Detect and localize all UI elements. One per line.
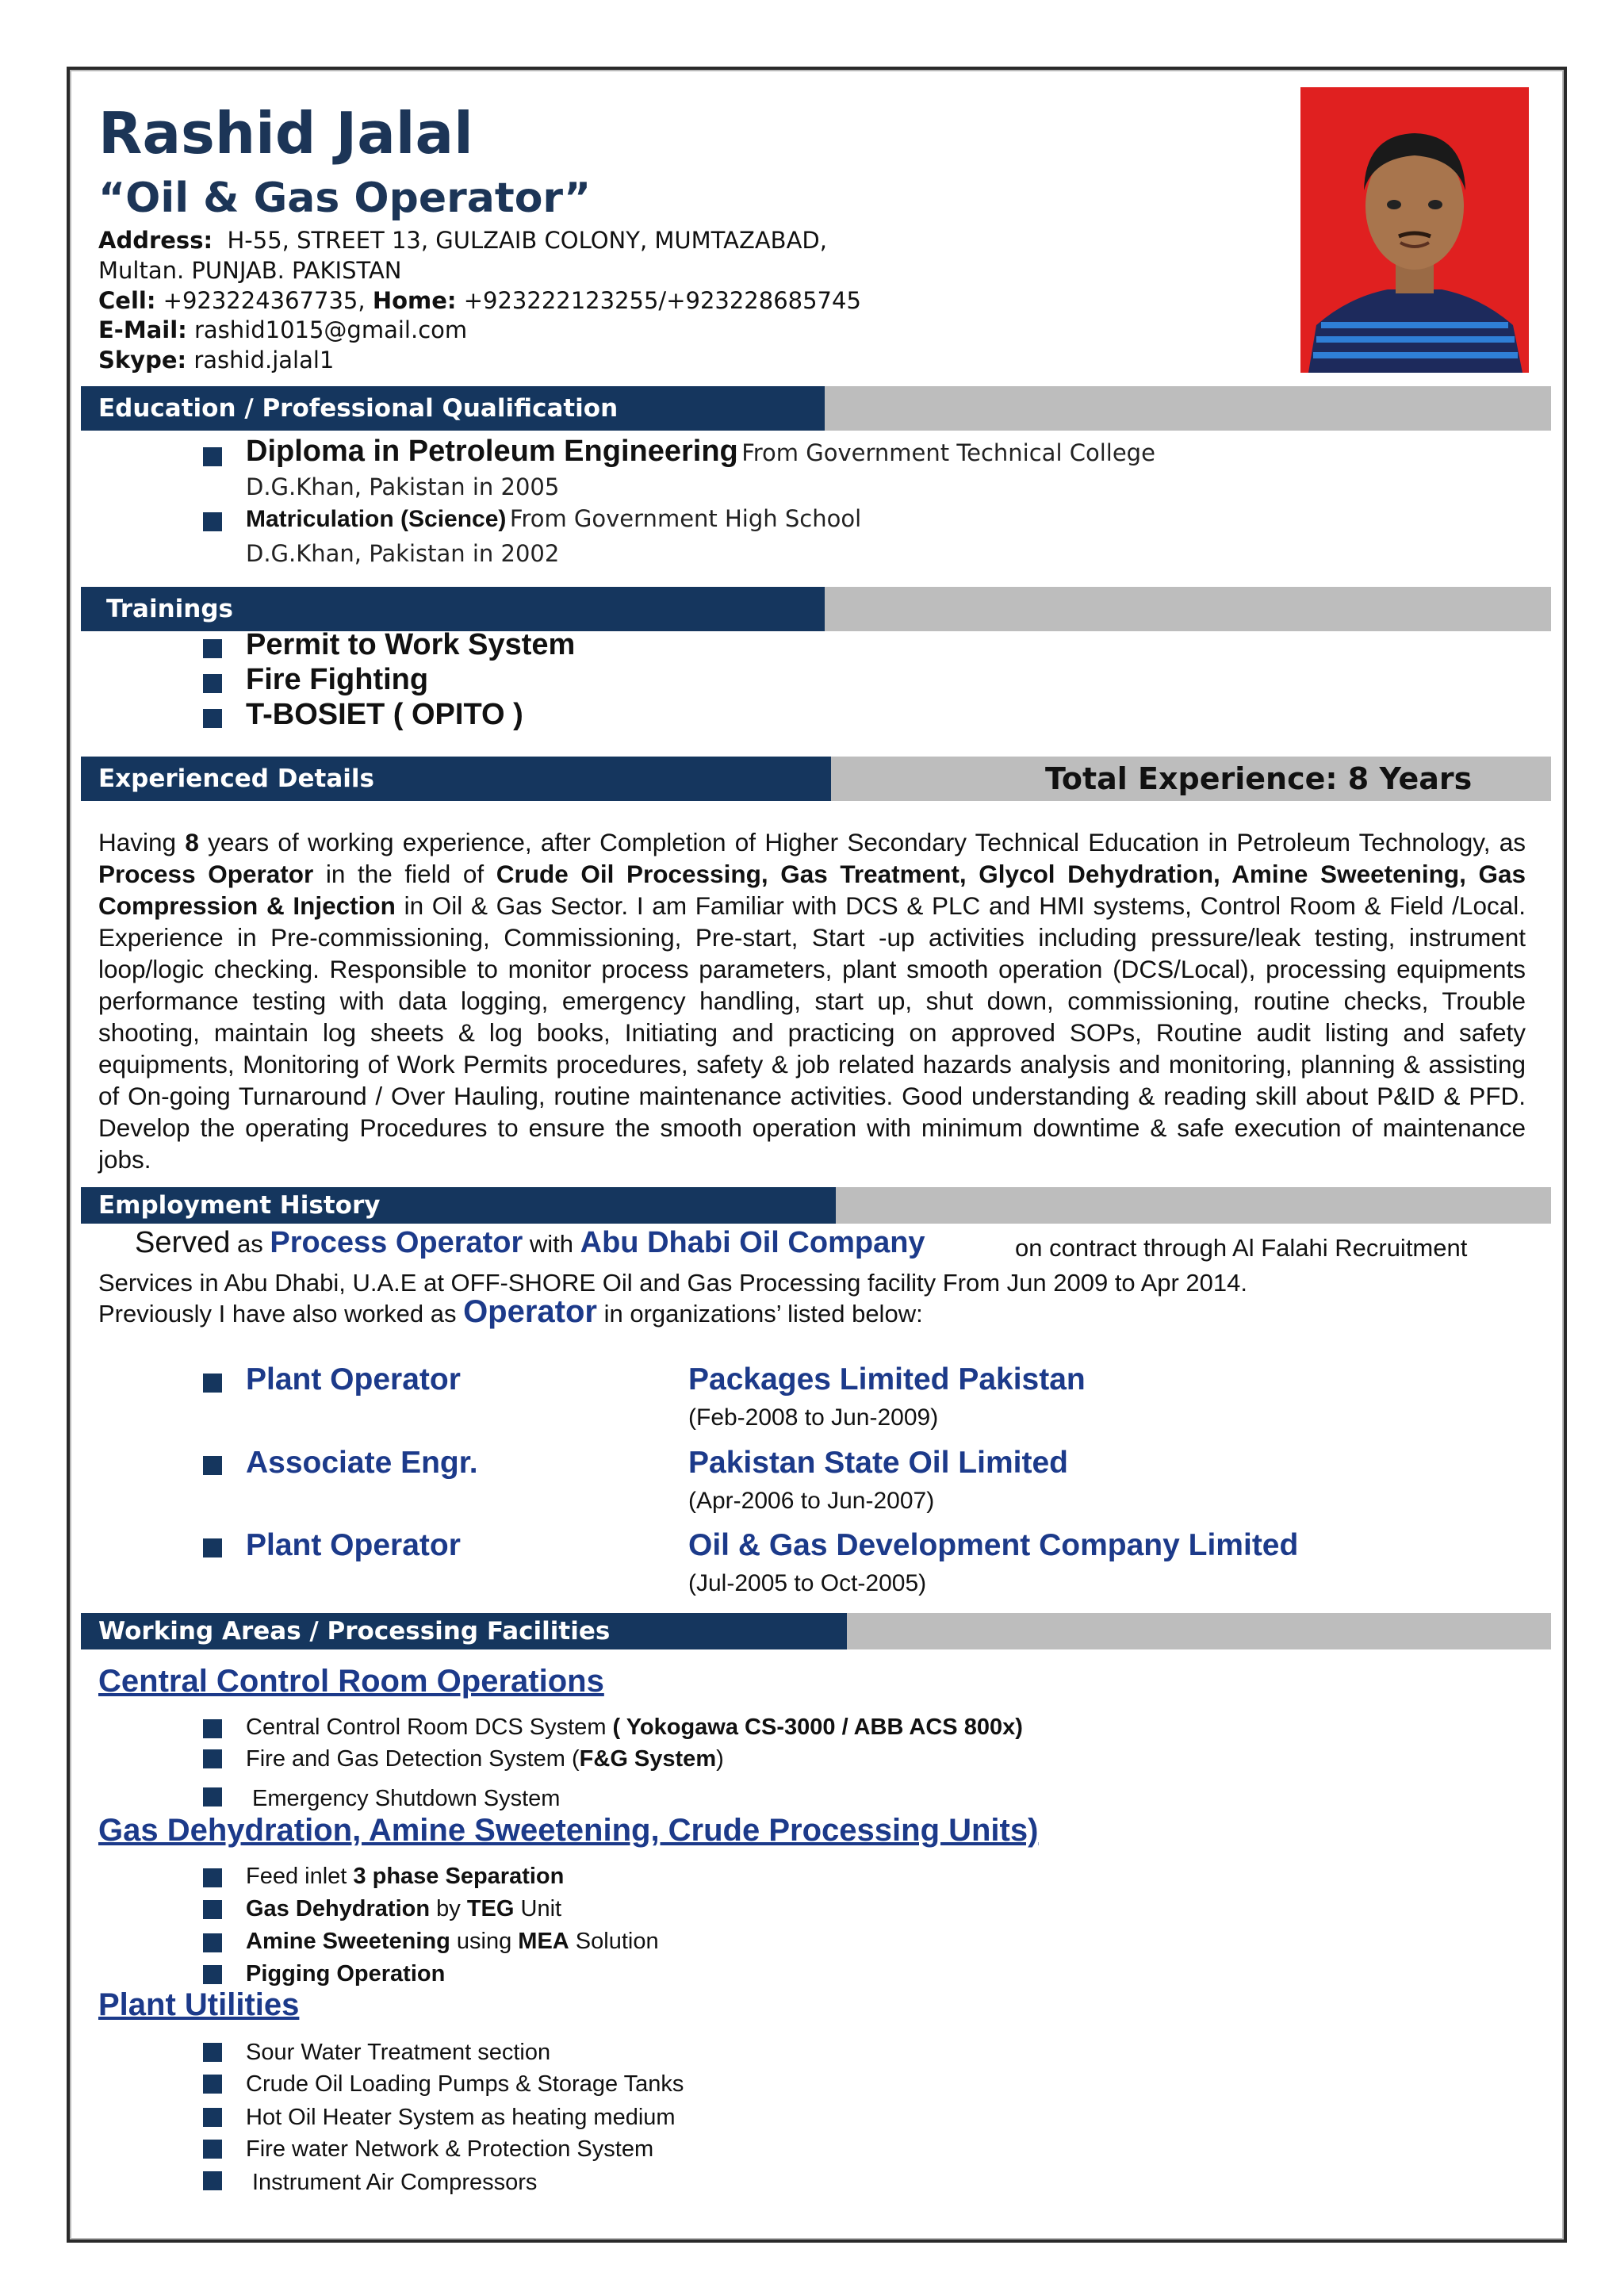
item-bold: Amine Sweetening	[246, 1929, 450, 1954]
square-bullet-icon	[203, 1374, 222, 1393]
gas-item	[246, 1864, 564, 1890]
portrait-illustration	[1300, 87, 1529, 373]
skype-value: rashid.jalal1	[193, 347, 335, 374]
intro-company: Abu Dhabi Oil Company	[580, 1226, 925, 1259]
working-heading: Working Areas / Processing Facilities	[81, 1613, 847, 1649]
ccr-item	[246, 1746, 724, 1772]
item-text: Feed inlet	[246, 1864, 354, 1889]
address-value: H-55, STREET 13, GULZAIB COLONY, MUMTAZABAD,	[227, 227, 827, 254]
skype-line	[98, 347, 334, 374]
intro-text: with	[523, 1230, 580, 1258]
job-company: Pakistan State Oil Limited	[688, 1446, 1068, 1480]
square-bullet-icon	[203, 1900, 222, 1919]
intro-text: in organizations’ listed below:	[597, 1300, 923, 1328]
square-bullet-icon	[203, 1787, 222, 1806]
ccr-subheading: Central Control Room Operations	[98, 1664, 604, 1699]
training-item: Fire Fighting	[246, 663, 429, 696]
summary-bold: Crude Oil Processing, Gas Treatment, Glycol Dehydration, Amine Sweetening, Gas Compression & Injection	[98, 860, 1526, 920]
item-text: Solution	[569, 1929, 659, 1954]
item-text: Unit	[514, 1896, 562, 1921]
job-dates: (Jul-2005 to Oct-2005)	[688, 1570, 927, 1596]
item-text: Central Control Room DCS System	[246, 1715, 613, 1740]
square-bullet-icon	[203, 1749, 222, 1768]
square-bullet-icon	[203, 2043, 222, 2062]
square-bullet-icon	[203, 2108, 222, 2127]
education-place: D.G.Khan, Pakistan in 2002	[246, 540, 560, 567]
summary-text: in Oil & Gas Sector. I am Familiar with DCS & PLC and HMI systems, Control Room & Field /Local. Experience in Pre-commissioning, Commissioning, Pre-start, Start -up activities including pressure/leak testing, instrument loop/logic checking. Responsible to monitor process parameters, plant smooth operation (DCS/Local), processing equipments performance testing with data logging, emergency handling, start up, shut down, commissioning, routine checks, Trouble shooting, maintain log sheets & log books, Initiating and practicing on approved SOPs, Routine audit listing and safety equipments, Monitoring of Work Permits procedures, safety & job related hazards analysis and monitoring, planning & assisting of On-going Turnaround / Over Hauling, routine maintenance activities. Good understanding & reading skill about P&ID & PFD. Develop the operating Procedures to ensure the smooth operation with minimum downtime & safe execution of maintenance jobs.	[98, 891, 1526, 1174]
item-text: Fire and Gas Detection System (	[246, 1746, 580, 1772]
trainings-heading: Trainings	[81, 587, 825, 631]
ccr-item: Emergency Shutdown System	[252, 1786, 561, 1811]
square-bullet-icon	[203, 512, 222, 531]
gas-subheading: Gas Dehydration, Amine Sweetening, Crude Processing Units)	[98, 1813, 1039, 1848]
square-bullet-icon	[203, 447, 222, 466]
profile-photo	[1300, 87, 1529, 373]
experience-heading: Experienced Details	[81, 757, 831, 801]
item-bold: Gas Dehydration	[246, 1896, 431, 1921]
gas-item	[246, 1929, 659, 1955]
home-number: +923222123255/+923228685745	[463, 287, 861, 314]
address-line	[98, 227, 827, 254]
training-item: T-BOSIET ( OPITO )	[246, 698, 523, 731]
item-bold: TEG	[466, 1896, 515, 1921]
education-heading: Education / Professional Qualification	[81, 386, 825, 431]
candidate-name: Rashid Jalal	[98, 100, 473, 167]
education-item-1	[246, 435, 1155, 469]
education-degree: Matriculation (Science)	[246, 506, 507, 532]
intro-text: Served	[135, 1226, 231, 1259]
intro-role: Process Operator	[270, 1226, 523, 1259]
employment-heading: Employment History	[81, 1187, 836, 1224]
education-institution: From Government High School	[509, 505, 862, 532]
email-line	[98, 316, 467, 343]
square-bullet-icon	[203, 1868, 222, 1887]
utility-item: Sour Water Treatment section	[246, 2040, 551, 2065]
item-bold: MEA	[518, 1929, 569, 1954]
intro-text: as	[230, 1230, 270, 1258]
ccr-item	[246, 1715, 1023, 1741]
square-bullet-icon	[203, 709, 222, 728]
item-text: by	[430, 1896, 467, 1921]
square-bullet-icon	[203, 1456, 222, 1475]
experience-section-bar	[81, 757, 1551, 801]
job-role: Plant Operator	[246, 1528, 461, 1562]
home-label: Home:	[372, 287, 457, 314]
email-value: rashid1015@gmail.com	[193, 316, 468, 343]
training-item: Permit to Work System	[246, 628, 576, 661]
utility-item: Fire water Network & Protection System	[246, 2136, 654, 2162]
square-bullet-icon	[203, 2140, 222, 2159]
summary-bold: Process Operator	[98, 860, 314, 888]
utilities-subheading: Plant Utilities	[98, 1987, 300, 2022]
working-section-bar	[81, 1613, 1551, 1649]
utility-item: Crude Oil Loading Pumps & Storage Tanks	[246, 2071, 684, 2097]
employment-section-bar	[81, 1187, 1551, 1224]
employment-intro-line-3	[98, 1294, 923, 1330]
summary-text: Having	[98, 828, 186, 856]
summary-text: in the field of	[313, 860, 496, 888]
item-bold: 3 phase Separation	[353, 1864, 565, 1889]
education-section-bar	[81, 386, 1551, 431]
education-institution: From Government Technical College	[741, 439, 1155, 466]
email-label: E-Mail:	[98, 316, 187, 343]
square-bullet-icon	[203, 1538, 222, 1557]
intro-text: Previously I have also worked as	[98, 1300, 464, 1328]
total-experience: Total Experience: 8 Years	[1045, 761, 1473, 796]
candidate-title: “Oil & Gas Operator”	[98, 174, 592, 222]
job-company: Packages Limited Pakistan	[688, 1362, 1086, 1397]
item-text: )	[716, 1746, 724, 1772]
item-bold: ( Yokogawa CS-3000 / ABB ACS 800x)	[612, 1715, 1023, 1740]
education-item-2	[246, 505, 861, 533]
square-bullet-icon	[203, 1965, 222, 1984]
job-company: Oil & Gas Development Company Limited	[688, 1528, 1299, 1562]
job-role: Associate Engr.	[246, 1446, 478, 1480]
education-degree: Diploma in Petroleum Engineering	[246, 435, 738, 468]
utility-item: Hot Oil Heater System as heating medium	[246, 2105, 676, 2130]
employment-intro-continuation: on contract through Al Falahi Recruitment Services in Abu Dhabi, U.A.E at OFF-SHORE Oil and Gas Processing facility From Jun 2009 to Apr 2014.	[98, 1234, 1468, 1297]
phone-line	[98, 287, 861, 314]
square-bullet-icon	[203, 1933, 222, 1952]
summary-bold: 8	[185, 828, 199, 856]
square-bullet-icon	[203, 674, 222, 693]
experience-summary	[98, 826, 1526, 1175]
gas-item: Pigging Operation	[246, 1961, 446, 1987]
intro-role: Operator	[463, 1294, 597, 1329]
gas-item	[246, 1896, 561, 1922]
trainings-section-bar	[81, 587, 1551, 631]
square-bullet-icon	[203, 2075, 222, 2094]
job-role: Plant Operator	[246, 1362, 461, 1397]
cell-label: Cell:	[98, 287, 156, 314]
address-line-2: Multan. PUNJAB. PAKISTAN	[98, 257, 402, 284]
utility-item: Instrument Air Compressors	[252, 2170, 538, 2195]
education-place: D.G.Khan, Pakistan in 2005	[246, 473, 560, 500]
cell-number: +923224367735,	[163, 287, 366, 314]
summary-text: years of working experience, after Completion of Higher Secondary Technical Education in Petroleum Technology, as	[198, 828, 1526, 856]
address-label: Address:	[98, 227, 213, 254]
square-bullet-icon	[203, 1719, 222, 1738]
item-bold: F&G System	[579, 1746, 717, 1772]
skype-label: Skype:	[98, 347, 187, 374]
square-bullet-icon	[203, 2171, 222, 2190]
item-text: using	[450, 1929, 519, 1954]
job-dates: (Feb-2008 to Jun-2009)	[688, 1404, 939, 1431]
square-bullet-icon	[203, 639, 222, 658]
job-dates: (Apr-2006 to Jun-2007)	[688, 1488, 935, 1514]
